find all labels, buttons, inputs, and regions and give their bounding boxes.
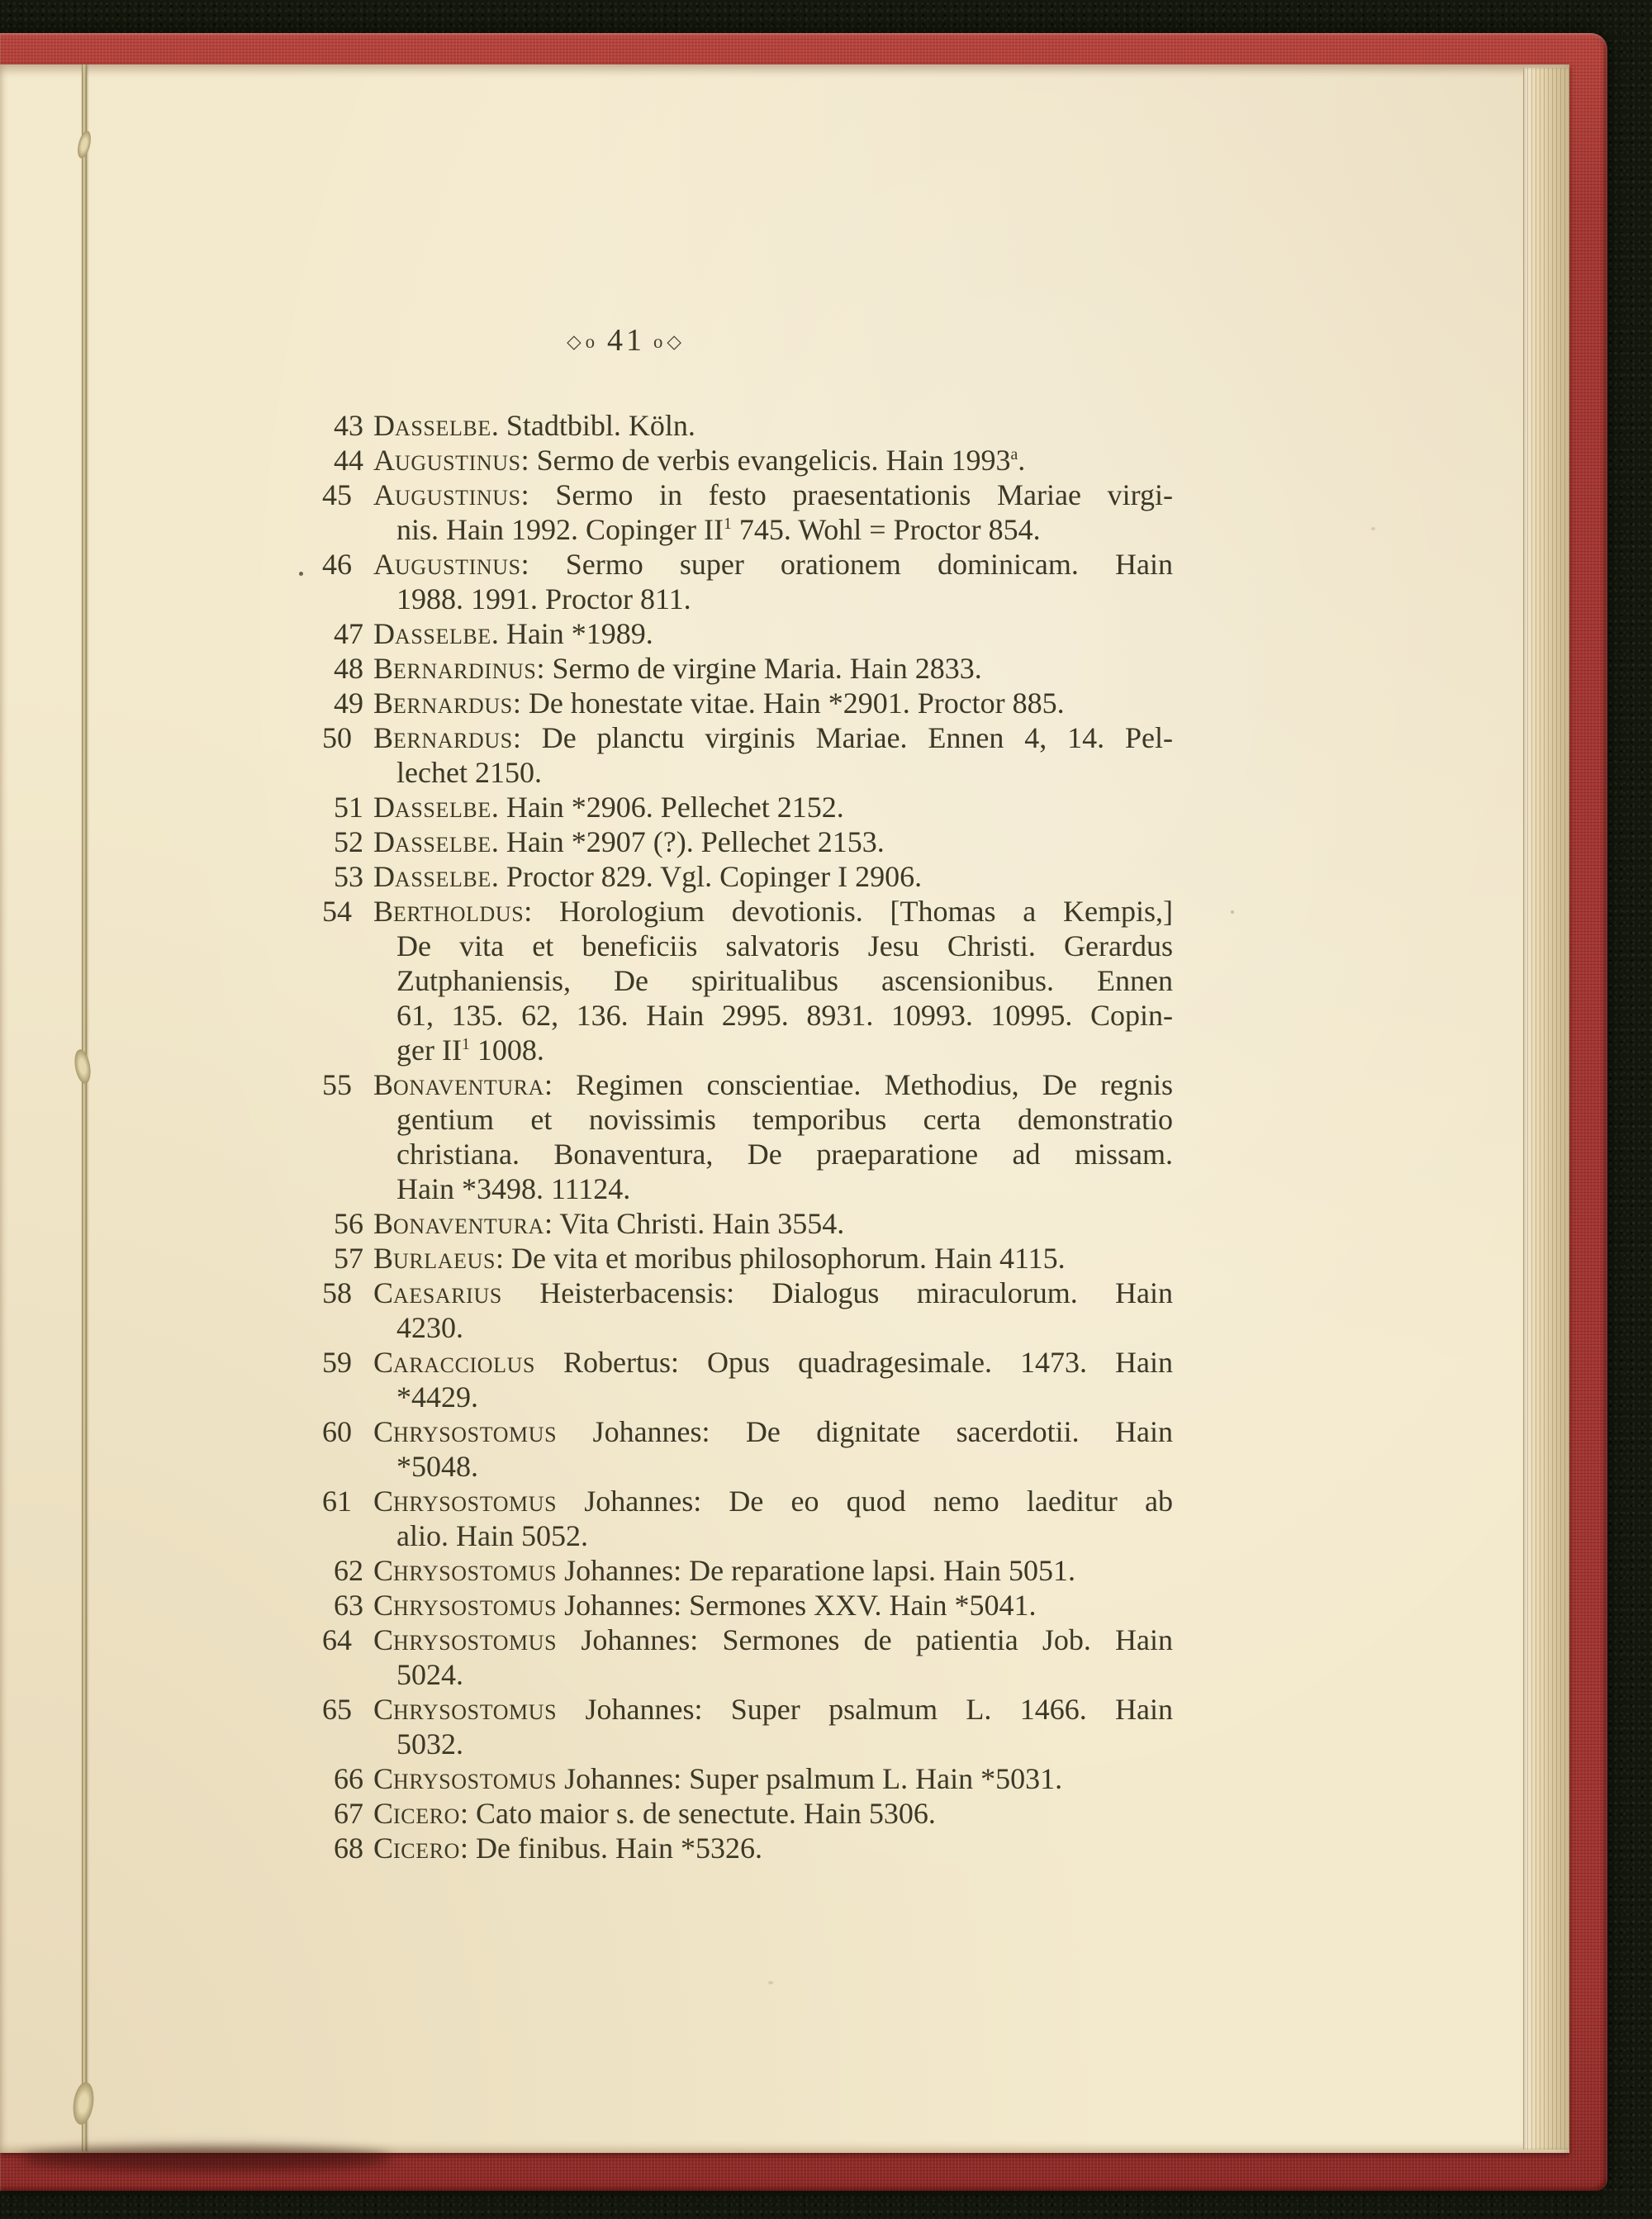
entry-number: 48 (334, 652, 363, 685)
entry-line: 45 AUGUSTINUS: Sermo in festo praesentationis Mariae virgi- (322, 478, 1173, 511)
entry-author: BURLAEUS (373, 1242, 496, 1275)
entry-line: 60 CHRYSOSTOMUS Johannes: De dignitate sacerdotii. Hain (322, 1415, 1173, 1448)
thread-knot (75, 130, 93, 159)
entry-line-continuation: De vita et beneficiis salvatoris Jesu Christi. Gerardus (396, 929, 1173, 962)
entry-author: CICERO (373, 1797, 460, 1830)
paper-speck (299, 572, 303, 576)
entry-line: 63 CHRYSOSTOMUS Johannes: Sermones XXV. Hain *5041. (322, 1588, 1173, 1623)
entry-line: 58 CAESARIUS Heisterbacensis: Dialogus miraculorum. Hain (322, 1276, 1173, 1309)
entry-author: CICERO (373, 1832, 460, 1865)
entry-line: 54 BERTHOLDUS: Horologium devotionis. [Thomas a Kempis,] (322, 895, 1173, 928)
entry-line: 62 CHRYSOSTOMUS Johannes: De reparatione lapsi. Hain 5051. (322, 1553, 1173, 1588)
entry-line-continuation: Zutphaniensis, De spiritualibus ascensionibus. Ennen (396, 964, 1173, 997)
entry-line: 55 BONAVENTURA: Regimen conscientiae. Methodius, De regnis (322, 1068, 1173, 1101)
entry-line-continuation: lechet 2150. (396, 756, 542, 789)
entry-author: CHRYSOSTOMUS (373, 1623, 558, 1656)
entry-author: BONAVENTURA (373, 1068, 545, 1101)
entry-line: 43 DASSELBE. Stadtbibl. Köln. (322, 408, 1173, 443)
entry-author: BERNARDUS (373, 687, 513, 720)
entry-number: 60 (322, 1415, 352, 1448)
entry-line: 50 BERNARDUS: De planctu virginis Mariae. Ennen 4, 14. Pel- (322, 721, 1173, 754)
page-shadow (20, 2146, 392, 2171)
entry-line: 46 AUGUSTINUS: Sermo super orationem dominicam. Hain (322, 548, 1173, 581)
entry-author: CARACCIOLUS (373, 1346, 536, 1379)
entry-line: 61 CHRYSOSTOMUS Johannes: De eo quod nemo laeditur ab (322, 1485, 1173, 1518)
entry-number: 50 (322, 721, 352, 754)
entry-line-continuation: christiana. Bonaventura, De praeparatione ad missam. (396, 1138, 1173, 1171)
superscript: 1 (723, 515, 732, 533)
entry-author: BERNARDUS (373, 721, 513, 754)
entry-author: CHRYSOSTOMUS (373, 1554, 558, 1587)
entry-list (322, 408, 1173, 1865)
entry-number: 67 (334, 1797, 363, 1830)
entry-author: AUGUSTINUS (373, 548, 521, 581)
entry-number: 43 (334, 409, 363, 442)
entry-line: 49 BERNARDUS: De honestate vitae. Hain *2901. Proctor 885. (322, 686, 1173, 720)
entry-number: 62 (334, 1554, 363, 1587)
entry-author: CHRYSOSTOMUS (373, 1415, 558, 1448)
entry-number: 61 (322, 1485, 352, 1518)
entry-author: BONAVENTURA (373, 1207, 545, 1240)
entry-number: 45 (322, 478, 352, 511)
entry-line-continuation: 1988. 1991. Proctor 811. (396, 582, 691, 615)
thread-knot (70, 2081, 96, 2126)
entry-number: 55 (322, 1068, 352, 1101)
entry-line-continuation: 5024. (396, 1658, 463, 1691)
thread-knot (72, 1048, 93, 1085)
entry-line: 47 DASSELBE. Hain *1989. (322, 616, 1173, 651)
entry-line: 52 DASSELBE. Hain *2907 (?). Pellechet 2153. (322, 824, 1173, 859)
entry-line: 65 CHRYSOSTOMUS Johannes: Super psalmum L. 1466. Hain (322, 1693, 1173, 1726)
entry-number: 46 (322, 548, 352, 581)
entry-line-continuation: *5048. (396, 1450, 478, 1483)
entry-number: 51 (334, 791, 363, 824)
entry-line: 67 CICERO: Cato maior s. de senectute. Hain 5306. (322, 1796, 1173, 1831)
entry-author: AUGUSTINUS (373, 478, 521, 511)
entry-number: 53 (334, 860, 363, 893)
entry-author: CHRYSOSTOMUS (373, 1485, 558, 1518)
entry-number: 44 (334, 444, 363, 477)
entry-line-continuation: ger $II^1$ 1008. (396, 1033, 544, 1067)
entry-line-continuation: nis. Hain 1992. Copinger $II^1$ 745. Wohl = Proctor 854. (396, 513, 1041, 546)
header-ornament-right: o◇ (653, 331, 686, 352)
entry-line-continuation: *4429. (396, 1380, 478, 1414)
entry-number: 58 (322, 1276, 352, 1309)
entry-number: 56 (334, 1207, 363, 1240)
entry-number: 52 (334, 825, 363, 858)
header-ornament-left: ◇o (567, 331, 599, 352)
entry-author: DASSELBE (373, 791, 491, 824)
entry-line: 66 CHRYSOSTOMUS Johannes: Super psalmum L. Hain *5031. (322, 1761, 1173, 1796)
entry-number: 63 (334, 1589, 363, 1622)
entry-author: DASSELBE (373, 825, 491, 858)
entry-author: AUGUSTINUS (373, 444, 521, 477)
book-page (0, 64, 1569, 2153)
binding-thread (82, 64, 87, 2151)
entry-line-continuation: 4230. (396, 1311, 463, 1344)
entry-number: 54 (322, 895, 352, 928)
entry-line-continuation: 5032. (396, 1727, 463, 1760)
entry-line: 59 CARACCIOLUS Robertus: Opus quadragesimale. 1473. Hain (322, 1346, 1173, 1379)
entry-line-continuation: Hain *3498. 11124. (396, 1172, 631, 1205)
page-number: 41 (607, 323, 645, 358)
entry-author: BERNARDINUS (373, 652, 537, 685)
entry-line: 68 CICERO: De finibus. Hain *5326. (322, 1831, 1173, 1865)
entry-line: 48 BERNARDINUS: Sermo de virgine Maria. Hain 2833. (322, 651, 1173, 686)
entry-author: CHRYSOSTOMUS (373, 1693, 558, 1726)
entry-number: 59 (322, 1346, 352, 1379)
entry-author: DASSELBE (373, 409, 491, 442)
superscript: 1 (461, 1035, 470, 1053)
entry-author: BERTHOLDUS (373, 895, 525, 928)
page-header (567, 322, 686, 360)
entry-author: DASSELBE (373, 860, 491, 893)
entry-line: 64 CHRYSOSTOMUS Johannes: Sermones de patientia Job. Hain (322, 1623, 1173, 1656)
paper-speck (1231, 910, 1234, 914)
entry-number: 68 (334, 1832, 363, 1865)
entry-number: 64 (322, 1623, 352, 1656)
entry-number: 57 (334, 1242, 363, 1275)
paper-speck (1371, 527, 1375, 530)
entry-author: DASSELBE (373, 617, 491, 650)
paper-speck (768, 1981, 773, 1984)
entry-line: 57 BURLAEUS: De vita et moribus philosophorum. Hain 4115. (322, 1241, 1173, 1276)
entry-author: CHRYSOSTOMUS (373, 1762, 558, 1795)
entry-line: 56 BONAVENTURA: Vita Christi. Hain 3554. (322, 1206, 1173, 1241)
entry-line-continuation: alio. Hain 5052. (396, 1519, 588, 1552)
fore-edge (1523, 68, 1569, 2150)
entry-line: 51 DASSELBE. Hain *2906. Pellechet 2152. (322, 790, 1173, 824)
entry-number: 65 (322, 1693, 352, 1726)
entry-number: 47 (334, 617, 363, 650)
entry-line: 53 DASSELBE. Proctor 829. Vgl. Copinger I 2906. (322, 859, 1173, 894)
entry-number: 66 (334, 1762, 363, 1795)
entry-number: 49 (334, 687, 363, 720)
entry-line-continuation: 61, 135. 62, 136. Hain 2995. 8931. 10993. 10995. Copin- (396, 999, 1173, 1032)
superscript: a (1010, 445, 1018, 463)
entry-author: CAESARIUS (373, 1276, 502, 1309)
entry-author: CHRYSOSTOMUS (373, 1589, 558, 1622)
entry-line-continuation: gentium et novissimis temporibus certa demonstratio (396, 1103, 1173, 1136)
entry-line: 44 AUGUSTINUS: Sermo de verbis evangelicis. Hain 1993$^a$. (322, 443, 1173, 478)
